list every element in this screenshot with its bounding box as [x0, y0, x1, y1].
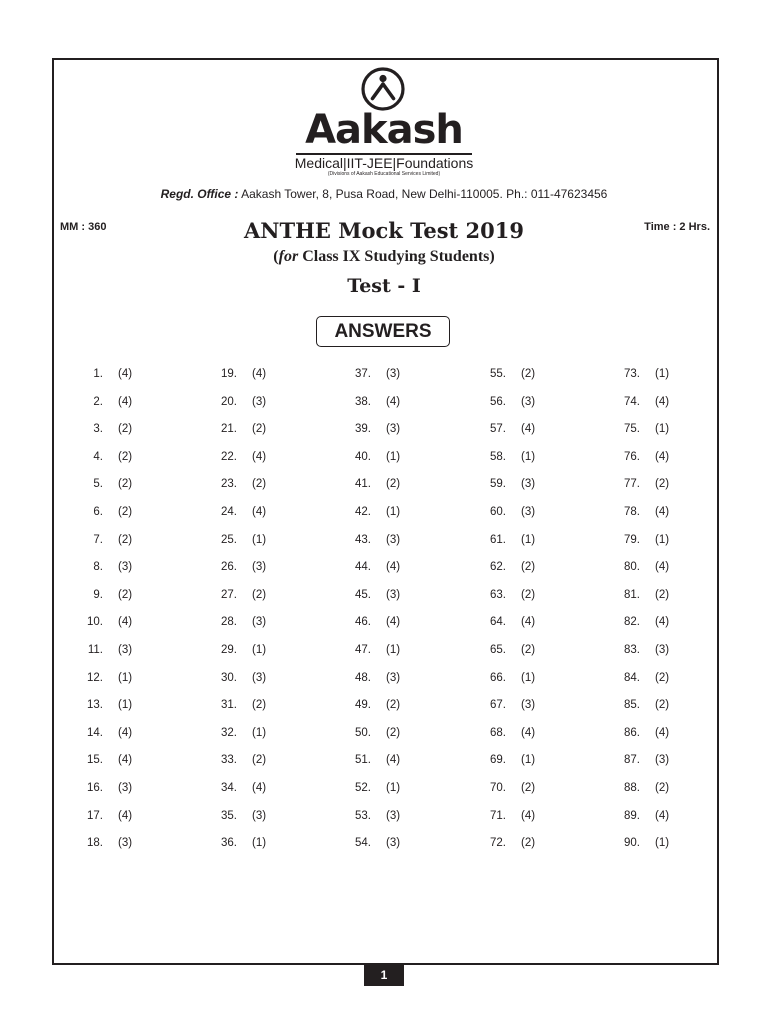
exam-duration: Time : 2 Hrs. — [644, 221, 710, 233]
answer-option: (3) — [118, 781, 133, 794]
answer-option: (2) — [386, 699, 401, 712]
answer-option: (4) — [386, 395, 401, 408]
answer-option: (1) — [655, 533, 670, 546]
question-number: 24. — [221, 505, 237, 518]
question-number: 8. — [93, 561, 103, 574]
answer-option: (4) — [252, 368, 267, 380]
question-number: 35. — [221, 809, 237, 822]
question-number: 13. — [87, 699, 103, 712]
answer-option: (4) — [655, 726, 670, 739]
answer-option: (3) — [252, 395, 267, 408]
answers-heading: ANSWERS — [316, 316, 450, 347]
answer-option: (1) — [655, 837, 670, 850]
question-number: 37. — [355, 368, 371, 380]
question-number: 83. — [624, 643, 640, 656]
answer-option: (2) — [252, 699, 267, 712]
answer-option: (4) — [655, 561, 670, 574]
question-number: 42. — [355, 505, 371, 518]
question-number: 81. — [624, 588, 640, 601]
division-note: (Divisions of Aakash Educational Services Limited) — [327, 171, 441, 177]
max-marks: MM : 360 — [60, 221, 107, 233]
answer-option: (3) — [386, 671, 401, 684]
answer-option: (2) — [521, 643, 536, 656]
answer-option: (4) — [386, 754, 401, 767]
answer-option: (2) — [655, 478, 670, 491]
question-number: 9. — [93, 588, 103, 601]
question-number: 75. — [624, 423, 640, 436]
answer-option: (4) — [521, 423, 536, 436]
question-number: 43. — [355, 533, 371, 546]
question-number: 34. — [221, 781, 237, 794]
question-number: 72. — [490, 837, 506, 850]
question-number: 1. — [93, 368, 103, 380]
answer-option: (2) — [655, 699, 670, 712]
question-number: 12. — [87, 671, 103, 684]
question-number: 25. — [221, 533, 237, 546]
answer-option: (3) — [386, 368, 401, 380]
answer-option: (1) — [252, 643, 267, 656]
exam-subtitle: (for Class IX Studying Students) — [273, 248, 495, 265]
question-number: 88. — [624, 781, 640, 794]
answer-option: (2) — [386, 478, 401, 491]
question-number: 28. — [221, 616, 237, 629]
answer-option: (2) — [252, 754, 267, 767]
answer-option: (3) — [521, 395, 536, 408]
answer-option: (3) — [521, 505, 536, 518]
question-number: 18. — [87, 837, 103, 850]
office-address: Aakash Tower, 8, Pusa Road, New Delhi-110005. Ph.: 011-47623456 — [241, 187, 608, 201]
question-number: 29. — [221, 643, 237, 656]
answer-option: (1) — [521, 754, 536, 767]
question-number: 11. — [87, 643, 103, 656]
answer-option: (3) — [386, 588, 401, 601]
question-number: 66. — [490, 671, 506, 684]
answer-option: (4) — [118, 754, 133, 767]
question-number: 55. — [490, 368, 506, 380]
answer-option: (4) — [386, 561, 401, 574]
answer-option: (4) — [252, 505, 267, 518]
question-number: 59. — [490, 478, 506, 491]
question-number: 82. — [624, 616, 640, 629]
question-number: 49. — [355, 699, 371, 712]
answer-option: (2) — [118, 588, 133, 601]
answer-option: (3) — [386, 837, 401, 850]
question-number: 76. — [624, 450, 640, 463]
page-number: 1 — [364, 964, 404, 986]
answer-option: (2) — [386, 726, 401, 739]
question-number: 90. — [624, 837, 640, 850]
question-number: 17. — [87, 809, 103, 822]
question-number: 14. — [87, 726, 103, 739]
test-label: Test - I — [347, 275, 421, 297]
answer-option: (1) — [118, 699, 133, 712]
answer-option: (1) — [386, 505, 401, 518]
question-number: 74. — [624, 395, 640, 408]
question-number: 69. — [490, 754, 506, 767]
answer-option: (2) — [521, 368, 536, 380]
question-number: 41. — [355, 478, 371, 491]
question-number: 84. — [624, 671, 640, 684]
answer-option: (1) — [252, 533, 267, 546]
question-number: 38. — [355, 395, 371, 408]
answer-option: (2) — [521, 781, 536, 794]
answer-option: (2) — [118, 505, 133, 518]
question-number: 16. — [87, 781, 103, 794]
answer-option: (4) — [655, 505, 670, 518]
question-number: 26. — [221, 561, 237, 574]
answer-option: (1) — [252, 726, 267, 739]
question-number: 51. — [355, 754, 371, 767]
answer-option: (4) — [118, 616, 133, 629]
answer-option: (4) — [252, 781, 267, 794]
answer-option: (4) — [118, 368, 133, 380]
question-number: 36. — [221, 837, 237, 850]
question-number: 44. — [355, 561, 371, 574]
answer-option: (1) — [521, 533, 536, 546]
question-number: 6. — [93, 505, 103, 518]
answer-option: (4) — [655, 395, 670, 408]
question-number: 63. — [490, 588, 506, 601]
question-number: 68. — [490, 726, 506, 739]
question-number: 7. — [93, 533, 103, 546]
question-number: 57. — [490, 423, 506, 436]
answer-option: (3) — [386, 423, 401, 436]
question-number: 56. — [490, 395, 506, 408]
answer-option: (2) — [521, 588, 536, 601]
answer-option: (4) — [655, 450, 670, 463]
answer-option: (3) — [386, 533, 401, 546]
question-number: 40. — [355, 450, 371, 463]
answer-option: (2) — [252, 423, 267, 436]
question-number: 89. — [624, 809, 640, 822]
question-number: 30. — [221, 671, 237, 684]
answer-option: (3) — [386, 809, 401, 822]
question-number: 32. — [221, 726, 237, 739]
question-number: 77. — [624, 478, 640, 491]
question-number: 58. — [490, 450, 506, 463]
question-number: 39. — [355, 423, 371, 436]
question-number: 73. — [624, 368, 640, 380]
question-number: 70. — [490, 781, 506, 794]
brand-tagline: Medical|IIT-JEE|Foundations — [294, 155, 474, 171]
office-label: Regd. Office : — [160, 187, 239, 201]
question-number: 2. — [93, 395, 103, 408]
question-number: 80. — [624, 561, 640, 574]
question-number: 67. — [490, 699, 506, 712]
question-number: 33. — [221, 754, 237, 767]
answer-option: (3) — [118, 643, 133, 656]
answer-option: (3) — [521, 478, 536, 491]
question-number: 71. — [490, 809, 506, 822]
answer-option: (3) — [252, 671, 267, 684]
answer-option: (1) — [386, 781, 401, 794]
question-number: 48. — [355, 671, 371, 684]
answer-option: (3) — [118, 837, 133, 850]
answer-option: (2) — [655, 781, 670, 794]
question-number: 78. — [624, 505, 640, 518]
answer-option: (1) — [118, 671, 133, 684]
answer-option: (1) — [655, 368, 670, 380]
answer-option: (4) — [118, 395, 133, 408]
answer-option: (4) — [655, 616, 670, 629]
question-number: 23. — [221, 478, 237, 491]
answer-option: (3) — [655, 643, 670, 656]
question-number: 87. — [624, 754, 640, 767]
question-number: 86. — [624, 726, 640, 739]
question-number: 45. — [355, 588, 371, 601]
answer-option: (4) — [521, 726, 536, 739]
answer-option: (2) — [655, 671, 670, 684]
answer-option: (2) — [118, 533, 133, 546]
exam-title: ANTHE Mock Test 2019 — [243, 218, 525, 243]
question-number: 46. — [355, 616, 371, 629]
question-number: 27. — [221, 588, 237, 601]
question-number: 15. — [87, 754, 103, 767]
subtitle-for: for — [278, 248, 299, 265]
question-number: 31. — [221, 699, 237, 712]
answer-option: (4) — [118, 809, 133, 822]
question-number: 85. — [624, 699, 640, 712]
answer-option: (2) — [252, 478, 267, 491]
answer-option: (4) — [655, 809, 670, 822]
answer-option: (2) — [521, 837, 536, 850]
answer-option: (4) — [252, 450, 267, 463]
answer-option: (4) — [521, 809, 536, 822]
subtitle-rest: Class IX Studying Students) — [298, 248, 495, 265]
answer-option: (4) — [118, 726, 133, 739]
answer-option: (3) — [655, 754, 670, 767]
question-number: 52. — [355, 781, 371, 794]
question-number: 64. — [490, 616, 506, 629]
question-number: 10. — [87, 616, 103, 629]
answer-option: (3) — [252, 561, 267, 574]
question-number: 4. — [93, 450, 103, 463]
answer-option: (2) — [118, 450, 133, 463]
question-number: 3. — [93, 423, 103, 436]
question-number: 61. — [490, 533, 506, 546]
question-number: 62. — [490, 561, 506, 574]
registered-office — [100, 186, 668, 202]
question-number: 79. — [624, 533, 640, 546]
answer-option: (4) — [521, 616, 536, 629]
question-number: 47. — [355, 643, 371, 656]
answer-option: (1) — [521, 450, 536, 463]
question-number: 53. — [355, 809, 371, 822]
question-number: 20. — [221, 395, 237, 408]
question-number: 54. — [355, 837, 371, 850]
answer-option: (2) — [655, 588, 670, 601]
question-number: 21. — [221, 423, 237, 436]
answer-option: (1) — [521, 671, 536, 684]
question-number: 19. — [221, 368, 237, 380]
answer-option: (1) — [386, 643, 401, 656]
answer-option: (3) — [521, 699, 536, 712]
answer-option: (2) — [252, 588, 267, 601]
answer-option: (1) — [386, 450, 401, 463]
question-number: 22. — [221, 450, 237, 463]
answer-option: (3) — [252, 809, 267, 822]
question-number: 60. — [490, 505, 506, 518]
answer-option: (3) — [118, 561, 133, 574]
question-number: 5. — [93, 478, 103, 491]
answer-option: (2) — [521, 561, 536, 574]
brand-name: Aakash — [305, 107, 463, 153]
answer-option: (4) — [386, 616, 401, 629]
answer-option: (1) — [252, 837, 267, 850]
question-number: 65. — [490, 643, 506, 656]
answer-option: (3) — [252, 616, 267, 629]
answer-option: (2) — [118, 423, 133, 436]
question-number: 50. — [355, 726, 371, 739]
answer-option: (2) — [118, 478, 133, 491]
answer-option: (1) — [655, 423, 670, 436]
